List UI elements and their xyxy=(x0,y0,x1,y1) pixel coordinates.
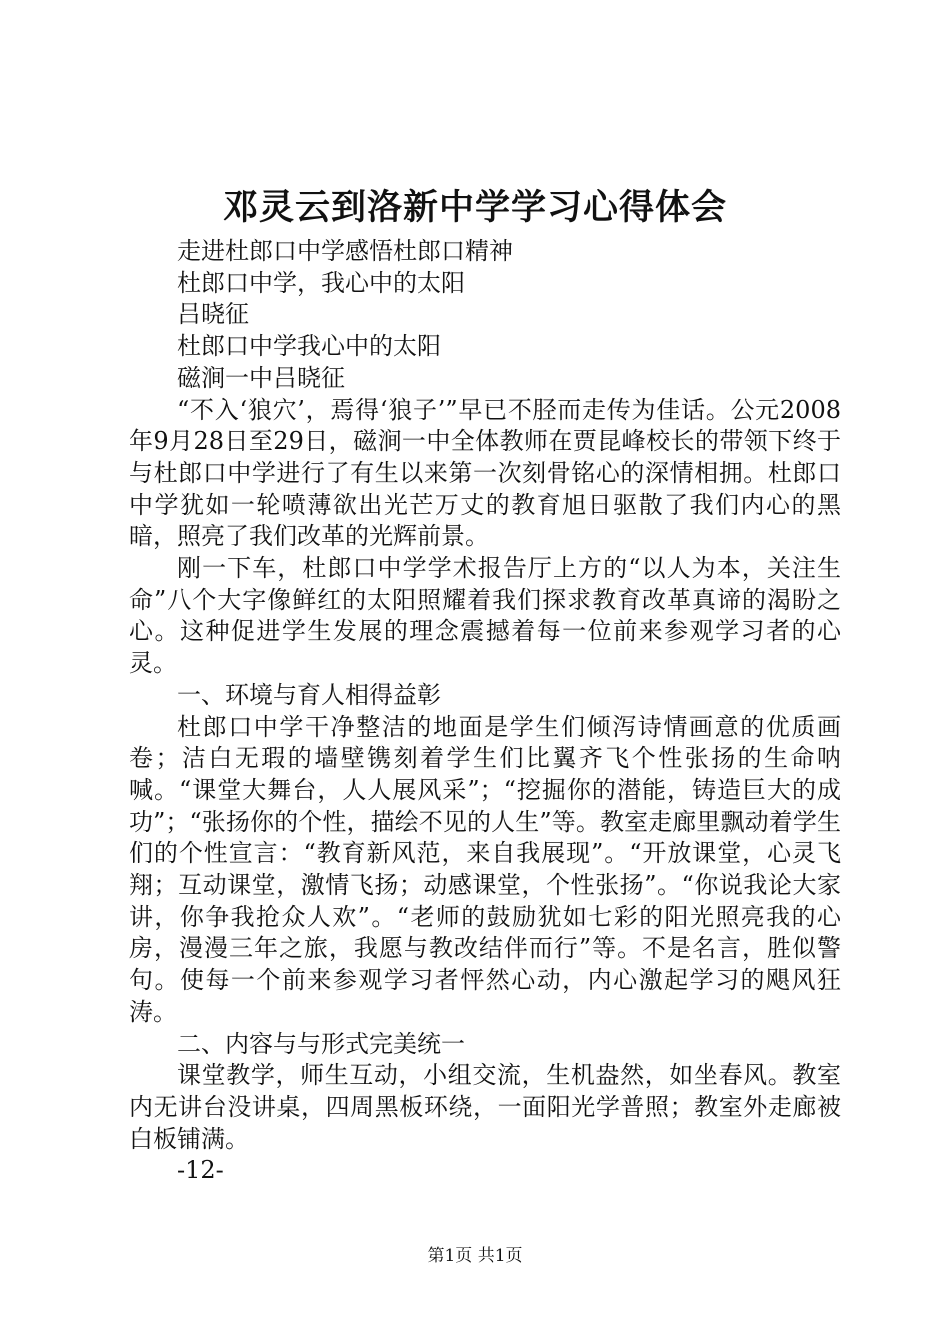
section-heading: 二、内容与与形式完美统一 xyxy=(177,1029,465,1058)
paragraph: 刚一下车，杜郎口中学学术报告厅上方的“以人为本，关注生命”八个大字像鲜红的太阳照耀着我们探求教育改革真谛的渴盼之心。这种促进学生发展的理念震撼着每一位前来参观学习者的心灵。 xyxy=(129,554,841,678)
paragraph: 吕晓征 xyxy=(177,300,249,329)
document-title: 邓灵云到洛新中学学习心得体会 xyxy=(222,187,727,228)
document-body xyxy=(129,236,841,1187)
page-footer: 第1页 共1页 xyxy=(427,1246,523,1266)
inline-page-number: -12- xyxy=(177,1156,224,1185)
paragraph: 课堂教学，师生互动，小组交流，生机盎然，如坐春风。教室内无讲台没讲桌，四周黑板环绕，一面阳光学普照；教室外走廊被白板铺满。 xyxy=(129,1061,841,1153)
paragraph: 走进杜郎口中学感悟杜郎口精神 xyxy=(177,237,513,265)
section-heading: 一、环境与育人相得益彰 xyxy=(177,680,441,709)
paragraph: “不入‘狼穴’，焉得‘狼子’”早已不胫而走传为佳话。公元2008年9月28日至29日，磁涧一中全体教师在贾昆峰校长的带领下终于与杜郎口中学进行了有生以来第一次刻骨铭心的深情相拥。杜郎口中学犹如一轮喷薄欲出光芒万丈的教育旭日驱散了我们内心的黑暗，照亮了我们改革的光辉前景。 xyxy=(129,395,841,551)
paragraph: 杜郎口中学，我心中的太阳 xyxy=(177,268,465,297)
paragraph: 杜郎口中学干净整洁的地面是学生们倾泻诗情画意的优质画卷；洁白无瑕的墙壁镌刻着学生们比翼齐飞个性张扬的生命呐喊。“课堂大舞台，人人展风采”；“挖掘你的潜能，铸造巨大的成功”；“张扬你的个性，描绘不见的人生”等。教室走廊里飘动着学生们的个性宣言：“教育新风范，来自我展现”。“开放课堂，心灵飞翔；互动课堂，激情飞扬；动感课堂，个性张扬”。“你说我论大家讲，你争我抢众人欢”。“老师的鼓励犹如七彩的阳光照亮我的心房，漫漫三年之旅，我愿与教改结伴而行”等。不是名言，胜似警句。使每一个前来参观学习者怦然心动，内心激起学习的飓风狂涛。 xyxy=(129,712,841,1026)
paragraph: 磁涧一中吕晓征 xyxy=(177,363,345,392)
paragraph: 杜郎口中学我心中的太阳 xyxy=(177,332,441,361)
